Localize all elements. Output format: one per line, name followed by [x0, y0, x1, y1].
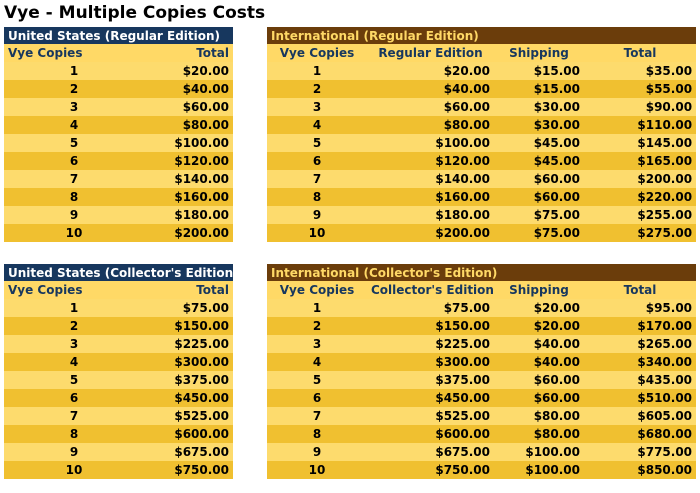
price-cell: $30.00 — [494, 98, 584, 116]
price-cell: $45.00 — [494, 134, 584, 152]
price-cell: $40.00 — [494, 353, 584, 371]
table-row — [267, 335, 696, 353]
copies-cell: 6 — [4, 152, 144, 170]
copies-cell: 10 — [4, 224, 144, 242]
column-header: Vye Copies — [4, 281, 144, 299]
table-row — [267, 170, 696, 188]
table-row — [4, 353, 233, 371]
price-cell: $60.00 — [494, 188, 584, 206]
copies-cell: 2 — [267, 317, 367, 335]
table-row — [4, 389, 233, 407]
table-row — [4, 299, 233, 317]
price-cell: $200.00 — [367, 224, 494, 242]
price-cell: $30.00 — [494, 116, 584, 134]
table-row — [4, 443, 233, 461]
price-cell: $40.00 — [144, 80, 233, 98]
price-cell: $20.00 — [494, 299, 584, 317]
copies-cell: 2 — [4, 80, 144, 98]
price-cell: $200.00 — [144, 224, 233, 242]
table-caption: International (Collector's Edition) — [267, 264, 696, 281]
price-cell: $200.00 — [584, 170, 696, 188]
table-row — [267, 116, 696, 134]
price-cell: $275.00 — [584, 224, 696, 242]
price-cell: $170.00 — [584, 317, 696, 335]
copies-cell: 6 — [267, 152, 367, 170]
price-cell: $160.00 — [367, 188, 494, 206]
price-cell: $100.00 — [494, 443, 584, 461]
copies-cell: 9 — [4, 206, 144, 224]
copies-cell: 2 — [4, 317, 144, 335]
intl-regular-table — [267, 27, 696, 242]
copies-cell: 4 — [267, 116, 367, 134]
copies-cell: 6 — [4, 389, 144, 407]
column-header: Total — [144, 281, 233, 299]
column-header: Shipping — [494, 281, 584, 299]
table-row — [267, 389, 696, 407]
table-caption: International (Regular Edition) — [267, 27, 696, 44]
price-cell: $220.00 — [584, 188, 696, 206]
copies-cell: 5 — [267, 371, 367, 389]
price-cell: $45.00 — [494, 152, 584, 170]
price-cell: $60.00 — [144, 98, 233, 116]
price-cell: $525.00 — [144, 407, 233, 425]
price-cell: $80.00 — [144, 116, 233, 134]
table-row — [4, 98, 233, 116]
table-row — [4, 461, 233, 479]
price-cell: $775.00 — [584, 443, 696, 461]
price-cell: $375.00 — [367, 371, 494, 389]
price-cell: $75.00 — [144, 299, 233, 317]
table-row — [267, 98, 696, 116]
copies-cell: 8 — [4, 188, 144, 206]
copies-cell: 2 — [267, 80, 367, 98]
price-cell: $510.00 — [584, 389, 696, 407]
column-header: Total — [584, 44, 696, 62]
copies-cell: 1 — [267, 62, 367, 80]
copies-cell: 9 — [4, 443, 144, 461]
table-row — [267, 353, 696, 371]
column-header: Total — [144, 44, 233, 62]
table-row — [4, 407, 233, 425]
table-row — [267, 407, 696, 425]
price-cell: $120.00 — [144, 152, 233, 170]
copies-cell: 8 — [267, 188, 367, 206]
price-cell: $20.00 — [494, 317, 584, 335]
copies-cell: 10 — [267, 461, 367, 479]
price-cell: $15.00 — [494, 62, 584, 80]
price-cell: $60.00 — [494, 371, 584, 389]
price-cell: $255.00 — [584, 206, 696, 224]
table-row — [267, 188, 696, 206]
price-cell: $80.00 — [367, 116, 494, 134]
price-cell: $850.00 — [584, 461, 696, 479]
price-cell: $750.00 — [367, 461, 494, 479]
price-cell: $20.00 — [144, 62, 233, 80]
copies-cell: 6 — [267, 389, 367, 407]
price-cell: $60.00 — [494, 389, 584, 407]
copies-cell: 9 — [267, 443, 367, 461]
table-row — [267, 371, 696, 389]
column-header: Total — [584, 281, 696, 299]
price-cell: $15.00 — [494, 80, 584, 98]
price-cell: $435.00 — [584, 371, 696, 389]
copies-cell: 1 — [267, 299, 367, 317]
price-cell: $675.00 — [144, 443, 233, 461]
price-cell: $75.00 — [494, 224, 584, 242]
price-cell: $100.00 — [494, 461, 584, 479]
price-cell: $80.00 — [494, 407, 584, 425]
price-cell: $95.00 — [584, 299, 696, 317]
column-header: Collector's Edition — [367, 281, 494, 299]
us-regular-table — [4, 27, 233, 242]
price-cell: $140.00 — [367, 170, 494, 188]
table-row — [4, 371, 233, 389]
price-cell: $55.00 — [584, 80, 696, 98]
copies-cell: 3 — [4, 335, 144, 353]
price-cell: $110.00 — [584, 116, 696, 134]
copies-cell: 5 — [4, 371, 144, 389]
copies-cell: 7 — [267, 407, 367, 425]
page-title: Vye - Multiple Copies Costs — [4, 3, 266, 23]
table-row — [4, 335, 233, 353]
table-row — [267, 80, 696, 98]
copies-cell: 7 — [4, 170, 144, 188]
price-cell: $160.00 — [144, 188, 233, 206]
table-row — [267, 224, 696, 242]
copies-cell: 7 — [267, 170, 367, 188]
price-cell: $150.00 — [367, 317, 494, 335]
table-row — [267, 461, 696, 479]
price-cell: $450.00 — [144, 389, 233, 407]
table-row — [267, 134, 696, 152]
copies-cell: 3 — [4, 98, 144, 116]
table-row — [267, 152, 696, 170]
copies-cell: 4 — [4, 116, 144, 134]
column-header: Vye Copies — [267, 44, 367, 62]
price-cell: $225.00 — [367, 335, 494, 353]
price-cell: $525.00 — [367, 407, 494, 425]
column-header: Vye Copies — [4, 44, 144, 62]
table-row — [4, 188, 233, 206]
copies-cell: 8 — [4, 425, 144, 443]
price-cell: $100.00 — [367, 134, 494, 152]
copies-cell: 10 — [4, 461, 144, 479]
price-cell: $100.00 — [144, 134, 233, 152]
table-row — [267, 299, 696, 317]
price-cell: $120.00 — [367, 152, 494, 170]
copies-cell: 1 — [4, 62, 144, 80]
table-caption: United States (Collector's Edition) — [4, 264, 233, 281]
table-row — [267, 317, 696, 335]
price-cell: $680.00 — [584, 425, 696, 443]
price-cell: $605.00 — [584, 407, 696, 425]
table-row — [4, 206, 233, 224]
price-cell: $90.00 — [584, 98, 696, 116]
column-header: Vye Copies — [267, 281, 367, 299]
price-cell: $375.00 — [144, 371, 233, 389]
table-caption: United States (Regular Edition) — [4, 27, 233, 44]
copies-cell: 4 — [4, 353, 144, 371]
price-cell: $20.00 — [367, 62, 494, 80]
copies-cell: 7 — [4, 407, 144, 425]
price-cell: $450.00 — [367, 389, 494, 407]
price-cell: $225.00 — [144, 335, 233, 353]
table-row — [4, 116, 233, 134]
copies-cell: 4 — [267, 353, 367, 371]
price-cell: $150.00 — [144, 317, 233, 335]
price-cell: $40.00 — [367, 80, 494, 98]
price-cell: $750.00 — [144, 461, 233, 479]
table-row — [4, 224, 233, 242]
price-cell: $675.00 — [367, 443, 494, 461]
copies-cell: 9 — [267, 206, 367, 224]
price-cell: $600.00 — [144, 425, 233, 443]
table-row — [4, 62, 233, 80]
column-header: Regular Edition — [367, 44, 494, 62]
price-cell: $165.00 — [584, 152, 696, 170]
column-header: Shipping — [494, 44, 584, 62]
price-cell: $300.00 — [367, 353, 494, 371]
price-cell: $600.00 — [367, 425, 494, 443]
copies-cell: 10 — [267, 224, 367, 242]
copies-cell: 3 — [267, 98, 367, 116]
table-row — [267, 206, 696, 224]
price-cell: $35.00 — [584, 62, 696, 80]
price-cell: $80.00 — [494, 425, 584, 443]
copies-cell: 5 — [267, 134, 367, 152]
price-cell: $180.00 — [144, 206, 233, 224]
table-row — [4, 152, 233, 170]
price-cell: $300.00 — [144, 353, 233, 371]
table-row — [267, 443, 696, 461]
price-cell: $75.00 — [367, 299, 494, 317]
table-row — [4, 170, 233, 188]
table-row — [4, 80, 233, 98]
price-cell: $140.00 — [144, 170, 233, 188]
table-row — [4, 134, 233, 152]
price-cell: $75.00 — [494, 206, 584, 224]
price-cell: $265.00 — [584, 335, 696, 353]
price-cell: $180.00 — [367, 206, 494, 224]
price-cell: $60.00 — [494, 170, 584, 188]
us-collector-table — [4, 264, 239, 479]
table-row — [267, 425, 696, 443]
price-cell: $40.00 — [494, 335, 584, 353]
price-cell: $60.00 — [367, 98, 494, 116]
intl-collector-table — [267, 264, 696, 479]
table-row — [4, 425, 233, 443]
copies-cell: 8 — [267, 425, 367, 443]
copies-cell: 1 — [4, 299, 144, 317]
copies-cell: 3 — [267, 335, 367, 353]
price-cell: $145.00 — [584, 134, 696, 152]
copies-cell: 5 — [4, 134, 144, 152]
table-row — [4, 317, 233, 335]
table-row — [267, 62, 696, 80]
price-cell: $340.00 — [584, 353, 696, 371]
